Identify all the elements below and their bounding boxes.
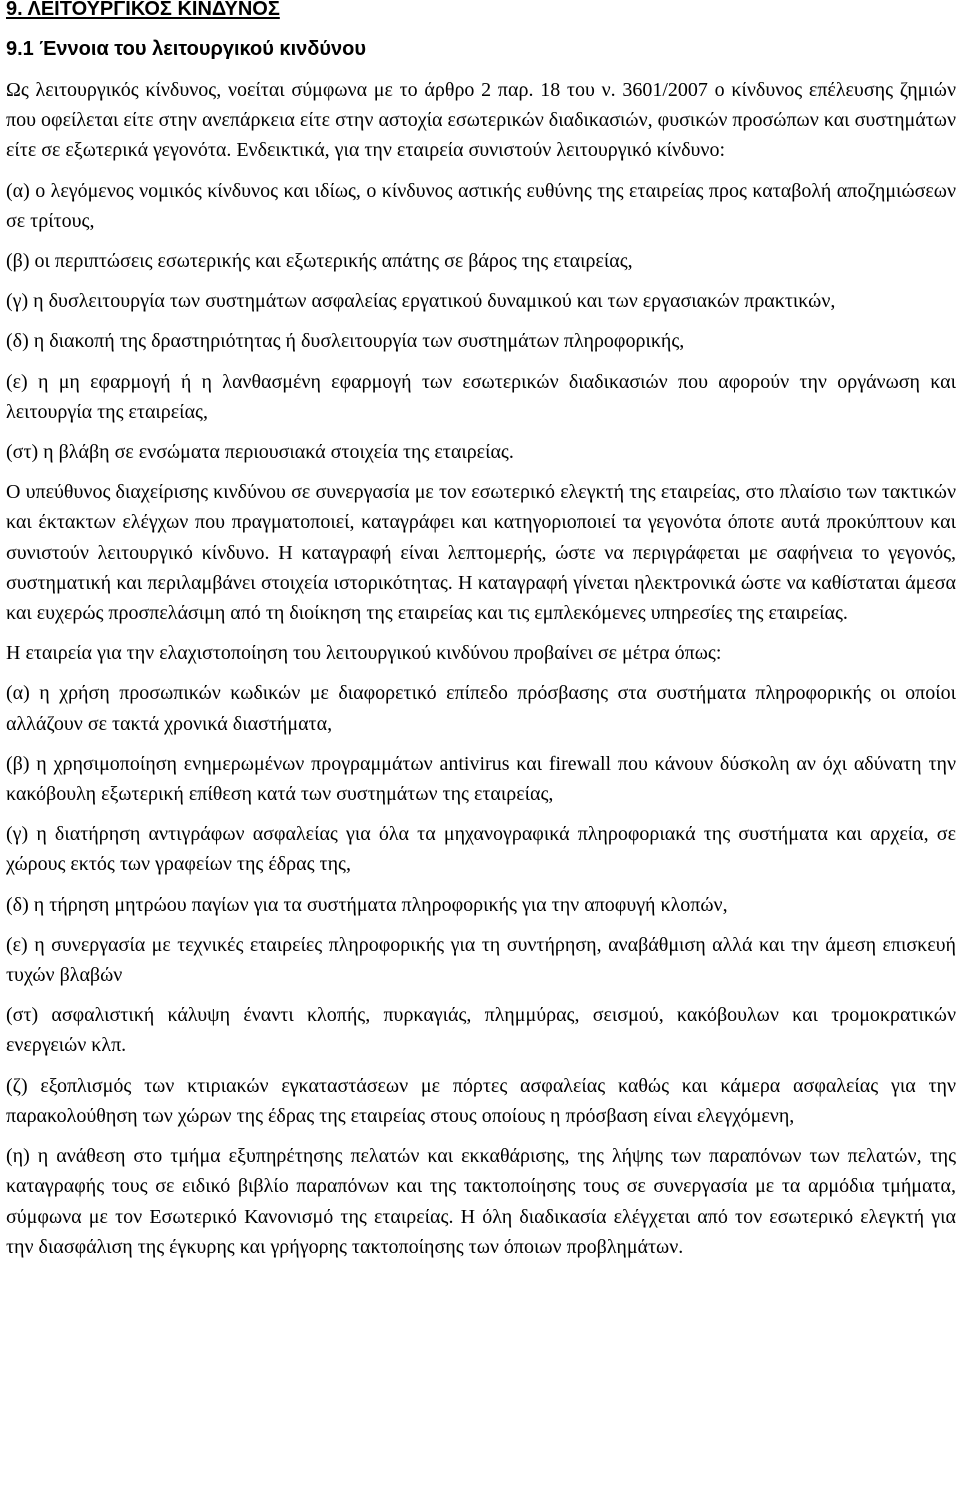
list-item-risk-st: (στ) η βλάβη σε ενσώματα περιουσιακά στοιχεία της εταιρείας. [6,441,514,464]
list-item-risk-b: (β) οι περιπτώσεις εσωτερικής και εξωτερικής απάτης σε βάρος της εταιρείας, [6,250,633,273]
paragraph-measures-intro: Η εταιρεία για την ελαχιστοποίηση του λειτουργικού κινδύνου προβαίνει σε μέτρα όπως: [6,642,722,665]
list-item-risk-c: (γ) η δυσλειτουργία των συστημάτων ασφαλείας εργατικού δυναμικού και των εργασιακών πρακτικών, [6,290,836,313]
list-item-measure-z: (ζ) εξοπλισμός των κτιριακών εγκαταστάσεων με πόρτες ασφαλείας καθώς και κάμερα ασφαλείας για την παρακολούθηση των χώρων της έδρας της εταιρείας στους οποίους η πρόσβαση είναι ελεγχόμενη, [6,1074,956,1127]
list-item-measure-c: (γ) η διατήρηση αντιγράφων ασφαλείας για όλα τα μηχανογραφικά πληροφοριακά της συστήματα και αρχεία, σε χώρους εκτός των γραφείων της έδρας της, [6,823,956,876]
subsection-title: 9.1 Έννοια του λειτουργικού κινδύνου [6,38,367,60]
list-item-measure-e: (ε) η συνεργασία με τεχνικές εταιρείες πληροφορικής για τη συντήρηση, αναβάθμιση αλλά και την άμεση επισκευή τυχών βλαβών [6,933,956,987]
list-item-measure-b: (β) η χρησιμοποίηση ενημερωμένων προγραμμάτων antivirus και firewall που κάνουν δύσκολη αν όχι αδύνατη την κακόβουλη εξωτερική επίθεση κατά των συστημάτων της εταιρείας, [6,752,956,806]
list-item-measure-d: (δ) η τήρηση μητρώου παγίων για τα συστήματα πληροφορικής για την αποφυγή κλοπών, [6,893,728,916]
list-item-measure-st: (στ) ασφαλιστική κάλυψη έναντι κλοπής, πυρκαγιάς, πλημμύρας, σεισμού, κακόβουλων και τρομοκρατικών ενεργειών κλπ. [6,1004,956,1057]
paragraph-recording: Ο υπεύθυνος διαχείρισης κινδύνου σε συνεργασία με τον εσωτερικό ελεγκτή της εταιρείας, στο πλαίσιο των τακτικών και έκτακτων ελέγχων που πραγματοποιεί, καταγράφει και κατηγοριοποιεί τα γεγονότα όποτε αυτά προκύπτουν και συνιστούν λειτουργικό κίνδυνο. Η καταγραφή είναι λεπτομερής, ώστε να περιγράφεται με σαφήνεια το γεγονός, συστηματική και περιλαμβάνει στοιχεία ιστορικότητας. Η καταγραφή γίνεται ηλεκτρονικά ώστε να καθίσταται άμεσα και ευχερώς προσπελάσιμη από τη διοίκηση της εταιρείας και τις εμπλεκόμενες υπηρεσίες της εταιρείας. [6,481,956,625]
heading-block [6,0,956,64]
list-item-risk-a: (α) ο λεγόμενος νομικός κίνδυνος και ιδίως, ο κίνδυνος αστικής ευθύνης της εταιρείας προς καταβολή αποζημιώσεων σε τρίτους, [6,179,956,232]
paragraph-definition: Ως λειτουργικός κίνδυνος, νοείται σύμφωνα με το άρθρο 2 παρ. 18 του ν. 3601/2007 ο κίνδυνος επέλευσης ζημιών που οφείλεται είτε στην ανεπάρκεια είτε στην αστοχία εσωτερικών διαδικασιών, φυσικών προσώπων και συστημάτων είτε σε εξωτερικά γεγονότα. Ενδεικτικά, για την εταιρεία συνιστούν λειτουργικό κίνδυνο: [6,79,956,162]
list-item-risk-e: (ε) η μη εφαρμογή ή η λανθασμένη εφαρμογή των εσωτερικών διαδικασιών που αφορούν την οργάνωση και λειτουργία της εταιρείας, [6,370,956,423]
document-body [6,75,956,1262]
list-item-risk-d: (δ) η διακοπή της δραστηριότητας ή δυσλειτουργία των συστημάτων πληροφορικής, [6,330,685,353]
list-item-measure-h: (η) η ανάθεση στο τμήμα εξυπηρέτησης πελατών και εκκαθάρισης, της λήψης των παραπόνων των πελατών, της καταγραφής τους σε ειδικό βιβλίο παραπόνων και της τακτοποίησης τους σε συνεργασία με τα αρμόδια τμήματα, σύμφωνα με τον Εσωτερικό Κανονισμό της εταιρείας. Η όλη διαδικασία ελέγχεται από τον εσωτερικό ελεγκτή για την διασφάλιση της έγκυρης και γρήγορης τακτοποίησης των όποιων προβλημάτων. [6,1145,956,1258]
section-title: 9. ΛΕΙΤΟΥΡΓΙΚΟΣ ΚΙΝΔΥΝΟΣ [6,0,280,20]
list-item-measure-a: (α) η χρήση προσωπικών κωδικών με διαφορετικό επίπεδο πρόσβασης στα συστήματα πληροφορικής οι οποίοι αλλάζουν σε τακτά χρονικά διαστήματα, [6,682,956,735]
